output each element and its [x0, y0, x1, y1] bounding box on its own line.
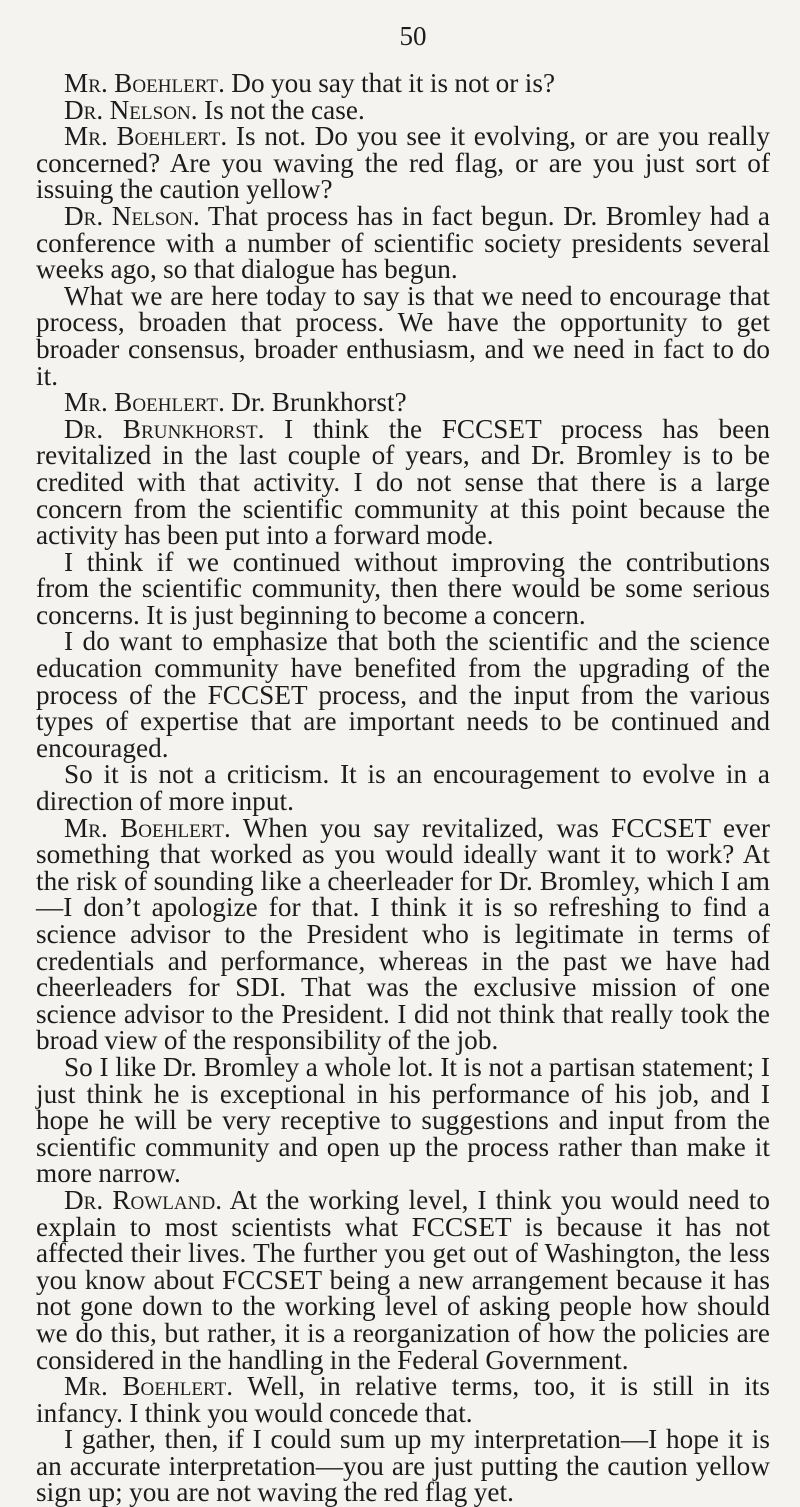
- paragraph-text: What we are here today to say is that we need to encourage that process, broaden that process. We have the opportunity to get broader consensus, broader enthusiasm, and we need in fact to do it.: [36, 280, 770, 391]
- paragraph-text: That process has in fact begun. Dr. Bromley had a conference with a number of scientific society presidents several weeks ago, so that dialogue has begun.: [36, 200, 770, 285]
- speaker-name: Mr. Boehlert.: [64, 387, 225, 418]
- paragraph-text: I do want to emphasize that both the scientific and the science education community have benefited from the upgrading of the process of the FCCSET process, and the input from the various types of expertise that are important needs to be continued and encouraged.: [36, 626, 770, 763]
- speaker-name: Dr. Nelson.: [64, 94, 198, 125]
- paragraph: [36, 759, 770, 817]
- speaker-name: Mr. Boehlert.: [64, 121, 228, 152]
- paragraph-text: Do you say that it is not or is?: [231, 68, 556, 98]
- paragraph: [36, 70, 770, 97]
- speaker-name: Mr. Boehlert.: [64, 68, 225, 98]
- speaker-name: Dr. Nelson.: [64, 200, 200, 231]
- paragraph: [36, 1184, 770, 1375]
- paragraph-text: Dr. Brunkhorst?: [231, 387, 407, 418]
- paragraph: [36, 94, 770, 125]
- paragraph-text: At the working level, I think you would need to explain to most scientists what FCCSET is because it has not affected their lives. The further you get out of Washington, the less you know about FCCSET being a new arrangement because it has not gone down to the working level of asking people how should we do this, but rather, it is a reorganization of how the policies are considered in the handling in the Federal Government.: [36, 1184, 770, 1375]
- paragraph: [36, 1051, 770, 1189]
- paragraph-text: I think the FCCSET process has been revitalized in the last couple of years, and Dr. Bromley is to be credited with that activity. I do not sense that there is a large concern from the scientific community at this point because the activity has been put into a forward mode.: [36, 413, 770, 551]
- paragraph: [36, 628, 770, 761]
- paragraph-text: So it is not a criticism. It is an encouragement to evolve in a direction of more input.: [36, 759, 770, 817]
- paragraph: [36, 280, 770, 391]
- paragraph-text: So I like Dr. Bromley a whole lot. It is not a partisan statement; I just think he is exceptional in his performance of his job, and I hope he will be very receptive to suggestions and input from the scientific community and open up the process rather than make it more narrow.: [36, 1051, 770, 1189]
- transcript-body: [36, 70, 770, 1506]
- page-number: 50: [399, 21, 427, 51]
- paragraph: [36, 389, 770, 416]
- speaker-name: Mr. Boehlert.: [64, 1371, 234, 1402]
- speaker-name: Dr. Rowland.: [64, 1184, 223, 1215]
- paragraph-text: I gather, then, if I could sum up my interpretation—I hope it is an accurate interpretation—you are just putting the caution yellow sign up; you are not waving the red flag yet.: [36, 1424, 770, 1507]
- paragraph-text: I think if we continued without improving the contributions from the scientific community, then there would be some serious concerns. It is just beginning to become a concern.: [36, 546, 770, 630]
- paragraph: [36, 1373, 770, 1426]
- paragraph: [36, 413, 770, 551]
- paragraph-text: When you say revitalized, was FCCSET ever something that worked as you would ideally want it to work? At the risk of sounding like a cheerleader for Dr. Bromley, which I am—I don’t apologize for that. I think it is so refreshing to find a science advisor to the President who is legitimate in terms of credentials and performance, whereas in the past we have had cheerleaders for SDI. That was the exclusive mission of one science advisor to the President. I did not think that really took the broad view of the responsibility of the job.: [36, 812, 770, 1056]
- paragraph: [36, 1426, 770, 1506]
- paragraph: [36, 123, 770, 203]
- paragraph-text: Is not the case.: [203, 94, 365, 125]
- paragraph: [36, 200, 770, 285]
- paragraph: [36, 812, 770, 1056]
- paragraph-text: Is not. Do you see it evolving, or are you really concerned? Are you waving the red flag, or are you just sort of issuing the caution yellow?: [36, 121, 770, 205]
- paragraph-text: Well, in relative terms, too, it is still in its infancy. I think you would concede that.: [36, 1371, 770, 1428]
- paragraph: [36, 546, 770, 630]
- speaker-name: Dr. Brunkhorst.: [64, 413, 265, 444]
- speaker-name: Mr. Boehlert.: [64, 812, 231, 843]
